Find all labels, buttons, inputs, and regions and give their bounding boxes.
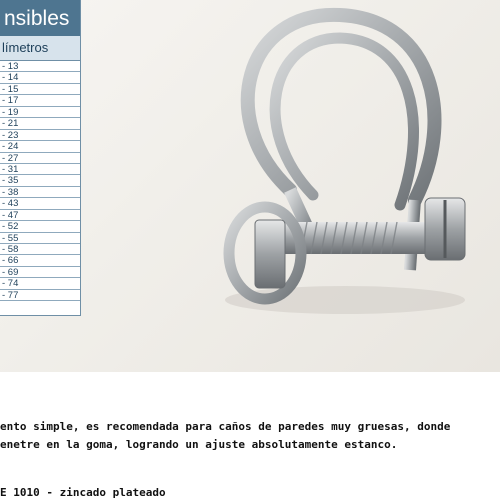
table-row: - 69 xyxy=(0,267,80,278)
description-line: enetre en la goma, logrando un ajuste absolutamente estanco. xyxy=(0,438,398,451)
table-row: - 38 xyxy=(0,187,80,198)
table-row: - 27 xyxy=(0,153,80,164)
table-row: - 31 xyxy=(0,164,80,175)
table-row: - 74 xyxy=(0,278,80,289)
table-row: - 52 xyxy=(0,221,80,232)
table-row: - 17 xyxy=(0,95,80,106)
size-table xyxy=(0,0,81,316)
table-row: - 23 xyxy=(0,130,80,141)
material-spec: E 1010 - zincado plateado xyxy=(0,486,166,499)
size-list xyxy=(0,61,80,301)
table-row: - 66 xyxy=(0,255,80,266)
description-line: ento simple, es recomendada para caños de paredes muy gruesas, donde xyxy=(0,420,451,433)
table-row: - 35 xyxy=(0,175,80,186)
table-row: - 77 xyxy=(0,290,80,301)
table-subtitle: límetros xyxy=(0,36,80,61)
table-row: - 43 xyxy=(0,198,80,209)
table-row: - 47 xyxy=(0,210,80,221)
wire-clamp-image xyxy=(195,0,500,372)
table-row: - 58 xyxy=(0,244,80,255)
table-row: - 13 xyxy=(0,61,80,72)
table-row: - 24 xyxy=(0,141,80,152)
product-description xyxy=(0,418,500,454)
table-row: - 15 xyxy=(0,84,80,95)
table-row: - 21 xyxy=(0,118,80,129)
table-row: - 14 xyxy=(0,72,80,83)
table-title: nsibles xyxy=(0,0,80,36)
table-row: - 55 xyxy=(0,233,80,244)
table-row: - 19 xyxy=(0,107,80,118)
